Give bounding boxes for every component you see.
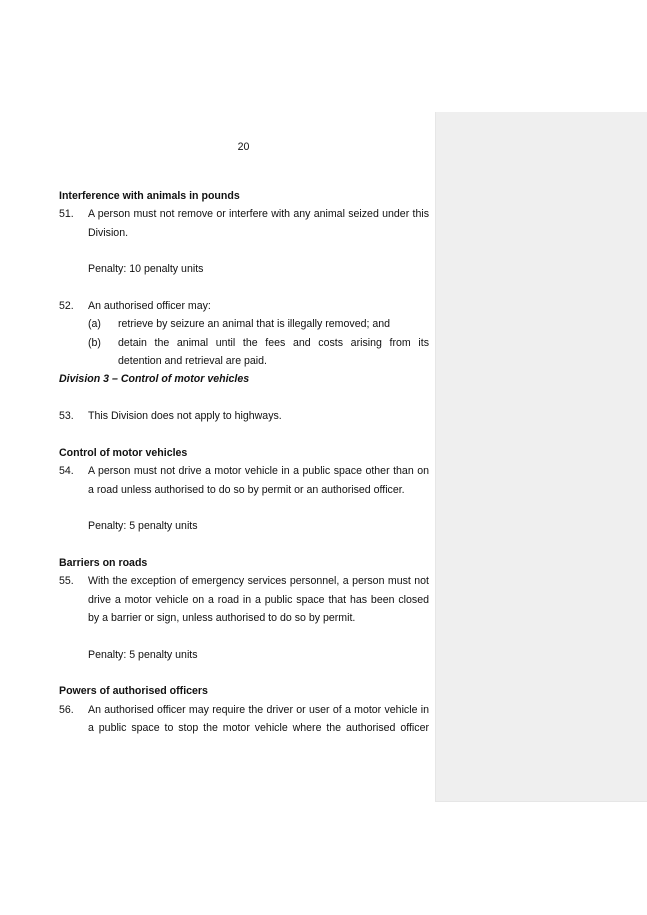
clause-text: a road unless authorised to do so by permit or an authorised officer. <box>88 484 405 496</box>
clause-text: An authorised officer may: <box>88 300 211 312</box>
sub-item-text: detention and retrieval are paid. <box>118 355 268 367</box>
penalty-text: Penalty: 10 penalty units <box>88 263 204 275</box>
sub-item-text: retrieve by seizure an animal that is illegally removed; and <box>118 318 391 330</box>
clause-text: A person must not drive a motor vehicle in a public space other than on <box>88 465 429 477</box>
clause-text: Division. <box>88 227 129 239</box>
clause-number: 51. <box>59 208 74 220</box>
division-heading: Division 3 – Control of motor vehicles <box>59 373 250 385</box>
penalty-text: Penalty: 5 penalty units <box>88 520 198 532</box>
section-heading: Powers of authorised officers <box>59 685 208 697</box>
clause-text: An authorised officer may require the driver or user of a motor vehicle in <box>88 704 429 716</box>
clause-text: drive a motor vehicle on a road in a public space that has been closed <box>88 594 429 606</box>
clause-number: 52. <box>59 300 74 312</box>
section-heading: Barriers on roads <box>59 557 148 569</box>
clause-number: 55. <box>59 575 74 587</box>
clause-number: 53. <box>59 410 74 422</box>
clause-text: A person must not remove or interfere with any animal seized under this <box>88 208 429 220</box>
clause-text: With the exception of emergency services personnel, a person must not <box>88 575 429 587</box>
sub-item-label: (b) <box>88 337 101 349</box>
clause-number: 56. <box>59 704 74 716</box>
clause-number: 54. <box>59 465 74 477</box>
sub-item-label: (a) <box>88 318 101 330</box>
sub-item-text: detain the animal until the fees and costs arising from its <box>118 337 429 349</box>
clause-text: by a barrier or sign, unless authorised to do so by permit. <box>88 612 356 624</box>
section-heading: Control of motor vehicles <box>59 447 188 459</box>
comment-pane <box>435 112 647 802</box>
clause-text: This Division does not apply to highways. <box>88 410 282 422</box>
penalty-text: Penalty: 5 penalty units <box>88 649 198 661</box>
clause-text: a public space to stop the motor vehicle where the authorised officer <box>88 722 429 734</box>
page-number: 20 <box>237 141 250 153</box>
section-heading: Interference with animals in pounds <box>59 190 240 202</box>
